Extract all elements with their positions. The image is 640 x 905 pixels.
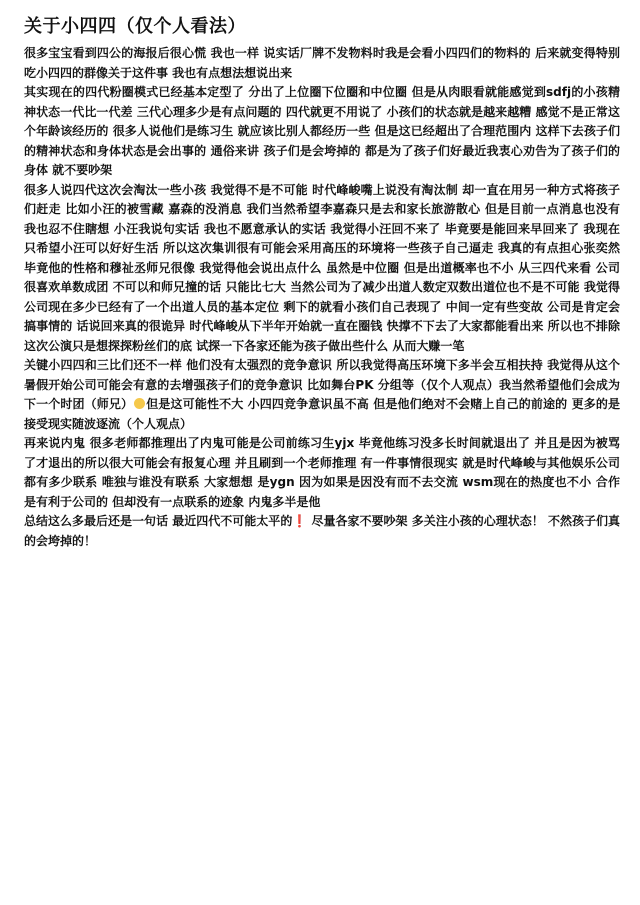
summary-text-part-2: 尽量各家不要吵架 多关注小孩的心理状态！ 不然孩子们真的会垮掉的！ (24, 514, 620, 548)
smile-emoji-icon (134, 398, 145, 409)
paragraph-summary (24, 512, 620, 551)
document-title: 关于小四四（仅个人看法） (24, 16, 246, 37)
summary-text-part-1: 总结这么多最后还是一句话 最近四代不可能太平的 (24, 514, 293, 528)
red-exclamation-icon: ❗ (292, 514, 308, 528)
paragraph-competition (24, 356, 620, 434)
paragraph-intro: 很多宝宝看到四公的海报后很心慌 我也一样 说实话厂牌不发物料时我是会看小四四们的物料的 后来就变得特别吃小四四的群像关于这件事 我也有点想法想说出来 (24, 46, 620, 80)
paragraph-insider: 再来说内鬼 很多老师都推理出了内鬼可能是公司前练习生yjx 毕竟他练习没多长时间就退出了 并且是因为被骂了才退出的所以很大可能会有报复心理 并且刷到一个老师推理 有一件事情很现实 就是时代峰峻与其他娱乐公司都有多少联系 唯独与谁没有联系 大家想想 是ygn 因为如果是因没有而不去交流 wsm现在的热度也不小 合作是有利于公司的 但却没有一点联系的迹象 内鬼多半是他 (24, 436, 620, 509)
competition-text-part-1: 关键小四四和三比们还不一样 他们没有太强烈的竞争意识 所以我觉得高压环境下多半会互相扶持 我觉得从这个暑假开始公司可能会有意的去增强孩子们的竞争意识 比如舞台PK 分组等（仅个人观点）我当然希望他们会成为下一个时团（师兄） (24, 358, 620, 411)
paragraph-elimination: 很多人说四代这次会淘汰一些小孩 我觉得不是不可能 时代峰峻嘴上说没有淘汰制 却一直在用另一种方式将孩子们赶走 比如小汪的被雪藏 嘉森的没消息 我们当然希望李嘉森只是去和家长旅游散心 但是目前一点消息也没有 我也忍不住瞎想 小汪我说句实话 我也不愿意承认的实话 我觉得小汪回不来了 毕竟要是能回来早回来了 我现在只希望小汪可以好好生活 所以这次集训很有可能会采用高压的环境将一些孩子自己逼走 我真的有点担心张奕然 毕竟他的性格和穆祉丞师兄很像 我觉得他会说出点什么 虽然是中位圈 但是出道概率也不小 从三四代来看 公司很喜欢单数成团 不可以和师兄撞的话 只能比七大 当然公司为了减少出道人数定双数出道位也不是不可能 我觉得公司现在多少已经有了一个出道人员的基本定位 剩下的就看小孩们自己表现了 中间一定有些变故 公司是肯定会搞事情的 话说回来真的很诡异 时代峰峻从下半年开始就一直在圈钱 快撑不下去了大家都能看出来 所以也不排除这次公演只是想探探粉丝们的底 试探一下各家还能为孩子做出些什么 从而大赚一笔 (24, 182, 620, 353)
paragraph-fan-circle: 其实现在的四代粉圈模式已经基本定型了 分出了上位圈下位圈和中位圈 但是从肉眼看就能感觉到sdfj的小孩精神状态一代比一代差 三代心理多少是有点问题的 四代就更不用说了 小孩们的状态就是越来越糟 感觉不是正常这个年龄该经历的 很多人说他们是练习生 就应该比别人都经历一些 但是这已经超出了合理范围内 这样下去孩子们的精神状态和身体状态是会出事的 通俗来讲 孩子们是会垮掉的 都是为了孩子们好最近我衷心劝告为了孩子们的身体 就不要吵架 (24, 85, 620, 177)
competition-text-part-2: 但是这可能性不大 小四四竞争意识虽不高 但是他们绝对不会赌上自己的前途的 更多的是接受现实随波逐流（个人观点） (24, 397, 620, 431)
